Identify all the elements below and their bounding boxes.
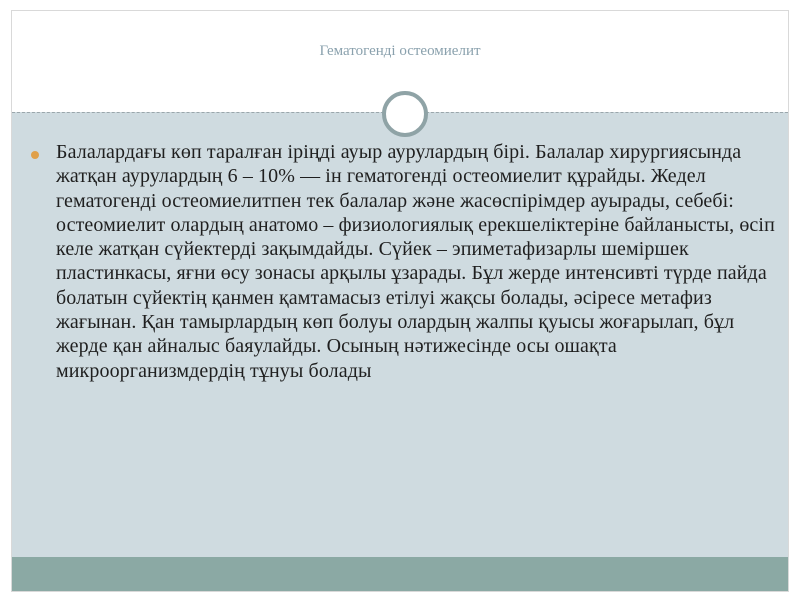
- slide: [11, 10, 789, 592]
- decorative-circle-icon: [382, 91, 428, 137]
- slide-content: [28, 140, 778, 383]
- bullet-dot-icon: [31, 151, 39, 159]
- bullet-item: [28, 140, 778, 383]
- slide-title: Гематогенді остеомиелит: [319, 43, 481, 59]
- bullet-text: Балалардағы көп таралған іріңді ауыр аурулардың бірі. Балалар хирургиясында жатқан аурулардың 6 – 10% — ін гематогенді остеомиелит құрайды. Жедел гематогенді остеомиелитпен тек балалар және жасөспірімдер ауырады, себебі: остеомиелит олардың анатомо – физиологиялық ерекшеліктеріне байланысты, өсіп келе жатқан сүйектерді зақымдайды. Сүйек – эпиметафизарлы шеміршек пластинкасы, яғни өсу зонасы арқылы ұзарады. Бұл жерде интенсивті түрде пайда болатын сүйектің қанмен қамтамасыз етілуі жақсы болады, әсіресе метафиз жағынан. Қан тамырлардың көп болуы олардың жалпы қуысы жоғарылап, бұл жерде қан айналыс баяулайды. Осының нәтижесінде осы ошақта микроорганизмдердің тұнуы болады: [56, 141, 775, 382]
- footer-bar: [12, 557, 788, 591]
